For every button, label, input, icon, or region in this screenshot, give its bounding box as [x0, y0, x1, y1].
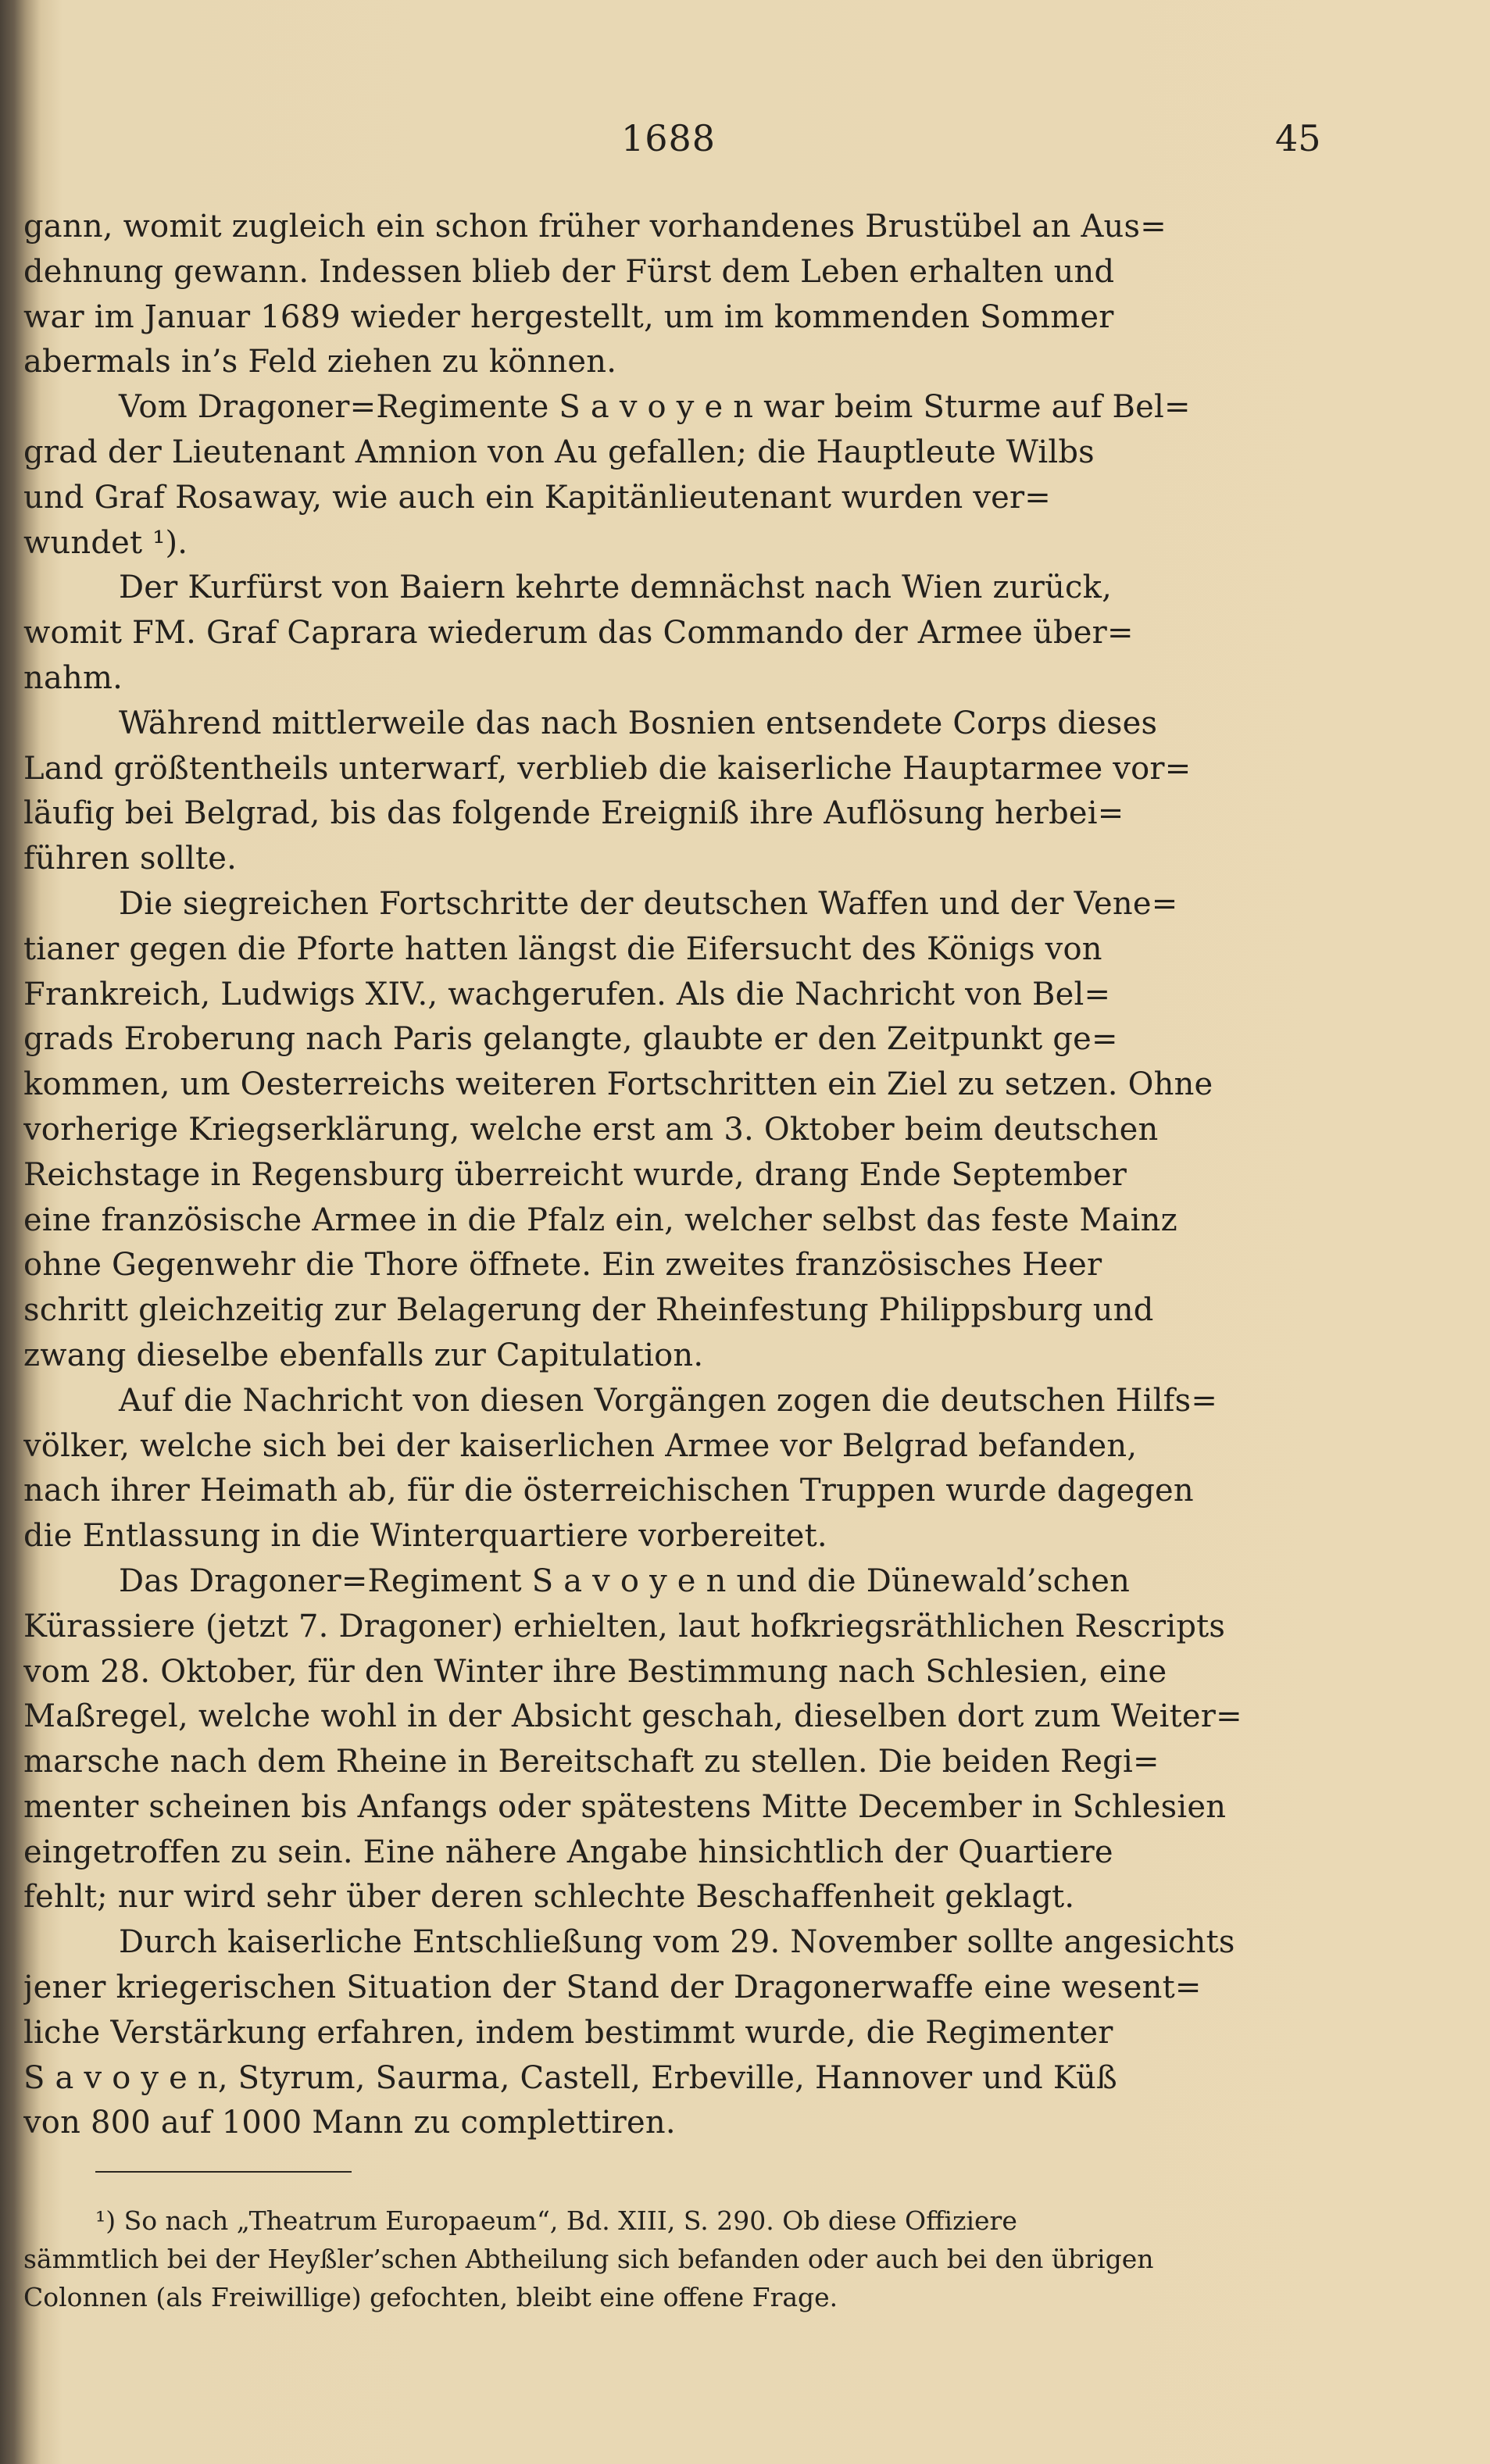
- text-line: Während mittlerweile das nach Bosnien entsendete Corps dieses: [119, 705, 1158, 741]
- text-line: läufig bei Belgrad, bis das folgende Ereigniß ihre Auflösung herbei=: [23, 795, 1124, 832]
- text-line: marsche nach dem Rheine in Bereitschaft zu stellen. Die beiden Regi=: [23, 1744, 1159, 1780]
- text-line: liche Verstärkung erfahren, indem bestimmt wurde, die Regimenter: [23, 2014, 1113, 2051]
- text-line: Die siegreichen Fortschritte der deutschen Waffen und der Vene=: [119, 885, 1178, 922]
- text-line: die Entlassung in die Winterquartiere vorbereitet.: [23, 1518, 827, 1555]
- text-line: Durch kaiserliche Entschließung vom 29. November sollte angesichts: [119, 1924, 1235, 1961]
- text-line: führen sollte.: [23, 841, 238, 877]
- text-line: eine französische Armee in die Pfalz ein, welcher selbst das feste Mainz: [23, 1202, 1177, 1238]
- footnote-line: Colonnen (als Freiwillige) gefochten, bleibt eine offene Frage.: [23, 2282, 838, 2312]
- text-line: vorherige Kriegserklärung, welche erst am 3. Oktober beim deutschen: [23, 1111, 1159, 1148]
- text-line: Auf die Nachricht von diesen Vorgängen zogen die deutschen Hilfs=: [119, 1382, 1218, 1419]
- text-line: und Graf Rosaway, wie auch ein Kapitänlieutenant wurden ver=: [23, 479, 1052, 516]
- text-line: dehnung gewann. Indessen blieb der Fürst dem Leben erhalten und: [23, 253, 1115, 290]
- body-text: [23, 205, 1327, 2146]
- text-line: nach ihrer Heimath ab, für die österreichischen Truppen wurde dagegen: [23, 1473, 1194, 1509]
- text-line: war im Januar 1689 wieder hergestellt, um im kommenden Sommer: [23, 298, 1114, 335]
- text-line: menter scheinen bis Anfangs oder spätestens Mitte December in Schlesien: [23, 1788, 1227, 1825]
- text-line: vom 28. Oktober, für den Winter ihre Bestimmung nach Schlesien, eine: [23, 1653, 1167, 1690]
- text-line: Das Dragoner=Regiment S a v o y e n und die Dünewald’schen: [119, 1562, 1131, 1599]
- text-line: S a v o y e n, Styrum, Saurma, Castell, Erbeville, Hannover und Küß: [23, 2059, 1117, 2096]
- text-line: eingetroffen zu sein. Eine nähere Angabe hinsichtlich der Quartiere: [23, 1834, 1113, 1870]
- text-line: Kürassiere (jetzt 7. Dragoner) erhielten, laut hofkriegsräthlichen Rescripts: [23, 1608, 1226, 1644]
- text-line: Land größtentheils unterwarf, verblieb die kaiserliche Hauptarmee vor=: [23, 750, 1192, 787]
- text-line: abermals in’s Feld ziehen zu können.: [23, 344, 617, 380]
- text-line: grad der Lieutenant Amnion von Au gefallen; die Hauptleute Wilbs: [23, 434, 1095, 470]
- text-line: von 800 auf 1000 Mann zu complettiren.: [23, 2105, 676, 2141]
- text-line: jener kriegerischen Situation der Stand der Dragonerwaffe eine wesent=: [23, 1969, 1202, 2006]
- text-line: Frankreich, Ludwigs XIV., wachgerufen. Als die Nachricht von Bel=: [23, 976, 1111, 1012]
- text-line: ohne Gegenwehr die Thore öffnete. Ein zweites französisches Heer: [23, 1247, 1102, 1284]
- text-line: Vom Dragoner=Regimente S a v o y e n war beim Sturme auf Bel=: [119, 389, 1191, 426]
- text-line: wundet ¹).: [23, 524, 188, 561]
- text-line: tianer gegen die Pforte hatten längst die Eifersucht des Königs von: [23, 930, 1102, 967]
- text-line: Maßregel, welche wohl in der Absicht geschah, dieselben dort zum Weiter=: [23, 1698, 1242, 1735]
- text-line: zwang dieselbe ebenfalls zur Capitulation.: [23, 1337, 704, 1373]
- running-header: [0, 117, 1490, 164]
- footnote: [23, 2202, 1327, 2316]
- text-line: Der Kurfürst von Baiern kehrte demnächst nach Wien zurück,: [119, 570, 1112, 606]
- text-line: kommen, um Oesterreichs weiteren Fortschritten ein Ziel zu setzen. Ohne: [23, 1066, 1213, 1103]
- text-line: grads Eroberung nach Paris gelangte, glaubte er den Zeitpunkt ge=: [23, 1021, 1118, 1058]
- footnote-line: ¹) So nach „Theatrum Europaeum“, Bd. XIII, S. 290. Ob diese Offiziere: [95, 2205, 1017, 2236]
- header-year: 1688: [621, 117, 716, 159]
- footnote-line: sämmtlich bei der Heyßler’schen Abtheilung sich befanden oder auch bei den übrigen: [23, 2244, 1154, 2274]
- footnote-rule: [95, 2171, 352, 2173]
- text-line: womit FM. Graf Caprara wiederum das Commando der Armee über=: [23, 615, 1134, 652]
- text-line: Reichstage in Regensburg überreicht wurde, drang Ende September: [23, 1156, 1127, 1193]
- text-line: gann, womit zugleich ein schon früher vorhandenes Brustübel an Aus=: [23, 209, 1167, 245]
- text-line: völker, welche sich bei der kaiserlichen Armee vor Belgrad befanden,: [23, 1427, 1138, 1464]
- text-line: fehlt; nur wird sehr über deren schlechte Beschaffenheit geklagt.: [23, 1879, 1075, 1916]
- text-line: schritt gleichzeitig zur Belagerung der Rheinfestung Philippsburg und: [23, 1292, 1154, 1329]
- page-number: 45: [1275, 117, 1321, 159]
- text-line: nahm.: [23, 659, 123, 696]
